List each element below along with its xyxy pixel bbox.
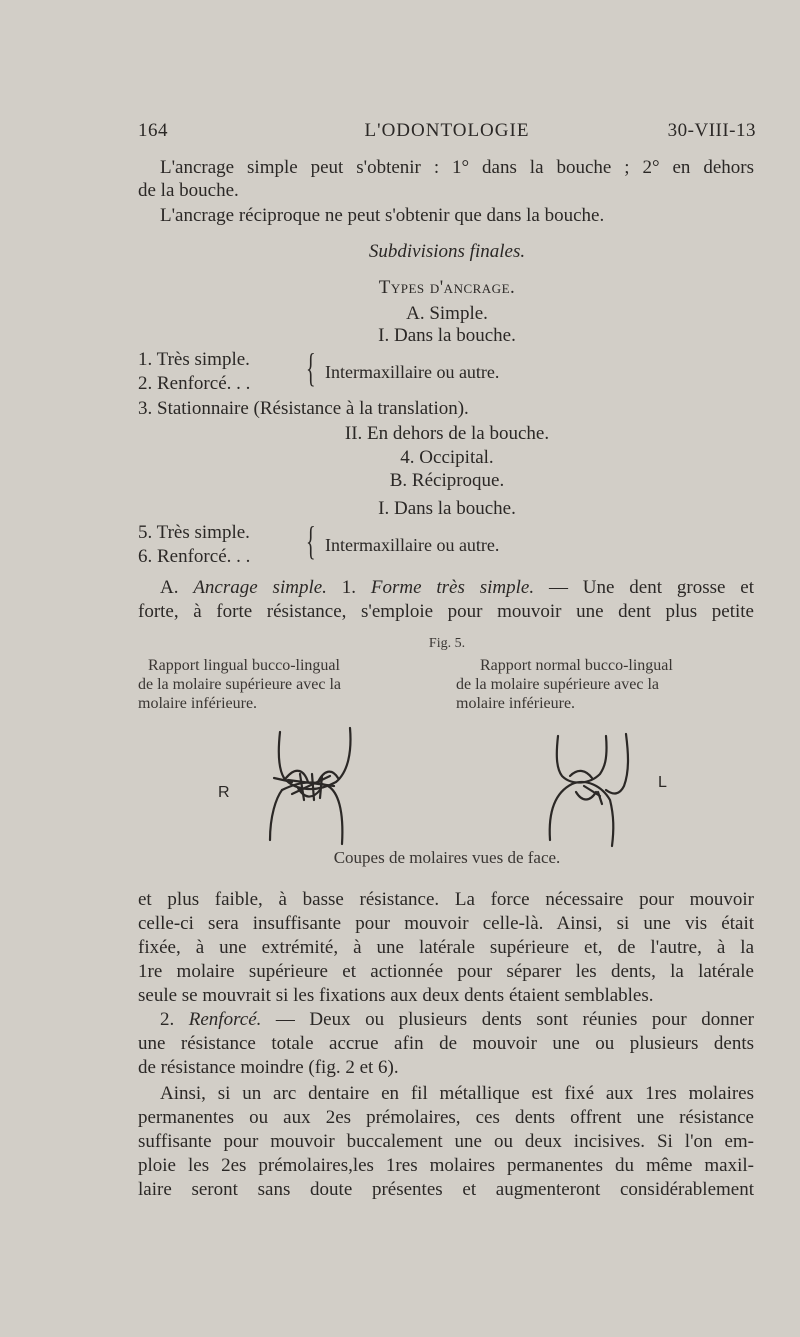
intro-line-1: L'ancrage simple peut s'obtenir : 1° dans la bouche ; 2° en dehors (160, 157, 754, 178)
para-3-line-2: permanentes ou aux 2es prémolaires, ces dents offrent une résistance (138, 1107, 754, 1128)
outline-item-5: 5. Très simple. (138, 522, 250, 543)
para-a-italic-1: Ancrage simple. (193, 577, 327, 598)
subdivisions-heading: Subdivisions finales. (368, 241, 526, 262)
outline-item-6: 6. Renforcé. . . (138, 546, 251, 567)
para-2-italic: Renforcé. (188, 1009, 262, 1030)
outline-i-bouche-2: I. Dans la bouche. (378, 498, 516, 519)
body-line-4: 1re molaire supérieure et actionnée pour séparer les dents, la latérale (138, 961, 754, 982)
types-heading: Types d'ancrage. (378, 277, 516, 298)
left-molar-drawing (258, 720, 368, 850)
para-a-prefix: A. (160, 577, 194, 598)
brace-1-text: Intermaxillaire ou autre. (325, 362, 500, 382)
outline-item-3: 3. Stationnaire (Résistance à la translation). (138, 398, 469, 419)
para-2-rest: — Deux ou plusieurs dents sont réunies pour donner (261, 1009, 754, 1030)
body-line-2: celle-ci sera insuffisante pour mouvoir celle-là. Ainsi, si une vis était (138, 913, 754, 934)
right-molar-drawing (540, 730, 650, 850)
para-3-line-5: laire seront sans doute présentes et augmenteront considérablement (138, 1179, 754, 1200)
outline-a-simple: A. Simple. (406, 303, 488, 324)
para-3-line-4: ploie les 2es prémolaires,les 1res molaires permanentes du même maxil- (138, 1155, 754, 1176)
page-number: 164 (138, 120, 168, 141)
right-caption-line-3: molaire inférieure. (456, 695, 576, 712)
figure-bottom-caption: Coupes de molaires vues de face. (333, 848, 561, 867)
figure-label: Fig. 5. (428, 636, 466, 651)
para-2-line-1 (160, 1008, 754, 1031)
intro-line-2: de la bouche. (138, 180, 239, 201)
para-2-line-3: de résistance moindre (fig. 2 et 6). (138, 1057, 399, 1078)
body-line-5: seule se mouvrait si les fixations aux deux dents étaient semblables. (138, 985, 654, 1006)
para-3-line-3: suffisante pour mouvoir buccalement une ou deux incisives. Si l'on em- (138, 1131, 754, 1152)
para-a-italic-2: Forme très simple. (370, 577, 535, 598)
right-letter: L (658, 774, 667, 791)
body-line-3: fixée, à une extrémité, à une latérale supérieure et, de l'autre, à la (138, 937, 754, 958)
para-a-rest: — Une dent grosse et (534, 577, 754, 598)
brace-2: { (306, 518, 316, 563)
right-caption-line-1: Rapport normal bucco-lingual (480, 657, 673, 674)
outline-item-4: 4. Occipital. (400, 447, 494, 468)
right-caption (456, 656, 756, 713)
left-caption (138, 656, 438, 713)
para-a-line-1 (160, 576, 754, 599)
para-2-number: 2. (160, 1009, 189, 1030)
outline-ii-dehors: II. En dehors de la bouche. (344, 423, 550, 444)
para-2-line-2: une résistance totale accrue afin de mouvoir une ou plusieurs dents (138, 1033, 754, 1054)
outline-item-1: 1. Très simple. (138, 349, 250, 370)
left-caption-line-3: molaire inférieure. (138, 695, 258, 712)
brace-1: { (306, 345, 316, 390)
para-a-line-2: forte, à forte résistance, s'emploie pour mouvoir une dent plus petite (138, 601, 754, 622)
left-caption-line-2: de la molaire supérieure avec la (138, 676, 341, 693)
outline-b-reciproque: B. Réciproque. (389, 470, 505, 491)
left-caption-line-1: Rapport lingual bucco-lingual (148, 657, 340, 674)
brace-2-text: Intermaxillaire ou autre. (325, 535, 500, 555)
para-3-line-1: Ainsi, si un arc dentaire en fil métallique est fixé aux 1res molaires (160, 1083, 754, 1104)
outline-item-2: 2. Renforcé. . . (138, 373, 251, 394)
left-letter: R (218, 784, 230, 801)
intro-line-3: L'ancrage réciproque ne peut s'obtenir que dans la bouche. (160, 205, 605, 226)
para-a-mid: 1. (326, 577, 371, 598)
issue-date: 30-VIII-13 (667, 120, 756, 141)
journal-title: L'ODONTOLOGIE (364, 120, 530, 141)
right-caption-line-2: de la molaire supérieure avec la (456, 676, 659, 693)
outline-i-bouche: I. Dans la bouche. (378, 325, 516, 346)
body-line-1: et plus faible, à basse résistance. La force nécessaire pour mouvoir (138, 889, 754, 910)
